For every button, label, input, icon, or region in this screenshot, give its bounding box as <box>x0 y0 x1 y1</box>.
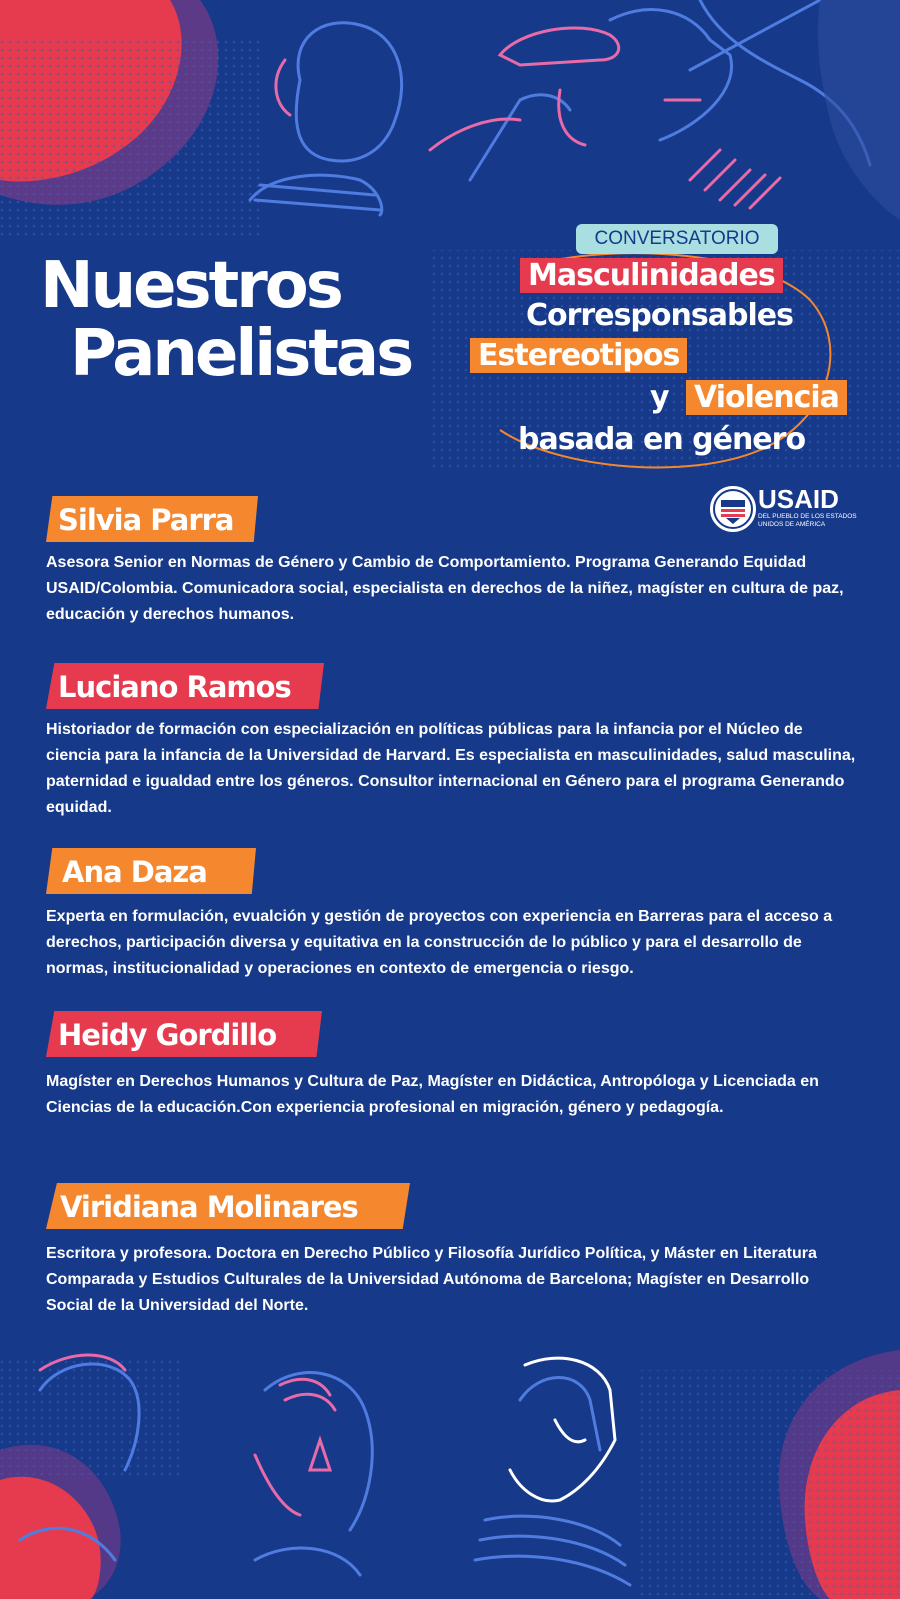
panelist-name: Silvia Parra <box>58 503 234 537</box>
usaid-subtitle <box>758 513 868 529</box>
panelist-bio: Experta en formulación, evualción y gestión de proyectos con experiencia en Barreras para el acceso a derechos, participación diversa y equitativa en la construcción de lo público y para el desarrollo de normas, institucionalidad y operaciones en contexto de emergencia o riesgo. <box>46 908 833 977</box>
event-line-3 <box>470 336 687 376</box>
usaid-name: USAID <box>758 484 839 514</box>
title-line-1: Nuestros <box>40 249 341 323</box>
panelist-bio: Magíster en Derechos Humanos y Cultura de Paz, Magíster en Didáctica, Antropóloga y Licenciada en Ciencias de la educación.Con experiencia profesional en migración, género y pedagogía. <box>46 1073 819 1116</box>
title-line-2: Panelistas <box>70 317 412 391</box>
panelist-name: Ana Daza <box>62 855 207 889</box>
panelist-bio: Escritora y profesora. Doctora en Derecho Público y Filosofía Jurídico Política, y Máster en Literatura Comparada y Estudios Culturales de la Universidad Autónoma de Barcelona; Magíster en Desarrollo Social de la Universidad del Norte. <box>46 1245 817 1314</box>
event-line-4-text: Violencia <box>686 380 847 415</box>
event-line-5: basada en género <box>518 422 806 457</box>
event-line-1 <box>520 256 783 296</box>
panelist-name: Viridiana Molinares <box>60 1190 358 1224</box>
panelist-name: Heidy Gordillo <box>58 1018 277 1052</box>
panelist-bio: Asesora Senior en Normas de Género y Cambio de Comportamiento. Programa Generando Equidad USAID/Colombia. Comunicadora social, especialista en derechos de la niñez, magíster en cultura de paz, educación y derechos humanos. <box>46 554 844 623</box>
event-line-3-text: Estereotipos <box>470 338 687 373</box>
event-badge: CONVERSATORIO <box>576 224 778 254</box>
panelist-bio: Historiador de formación con especialización en políticas públicas para la infancia por el Núcleo de ciencia para la infancia de la Universidad de Harvard. Es especialista en masculinidades, salud masculina, paternidad e igualdad entre los géneros. Consultor internacional en Género para el programa Generando equidad. <box>46 721 856 816</box>
event-line-2: Corresponsables <box>526 298 793 333</box>
event-line-4-and: y <box>650 380 669 415</box>
usaid-logo <box>710 486 860 532</box>
panelist-name: Luciano Ramos <box>58 670 291 704</box>
usaid-seal-icon <box>710 486 756 532</box>
usaid-subtitle-line-2: UNIDOS DE AMÉRICA <box>758 521 826 528</box>
usaid-subtitle-line-1: DEL PUEBLO DE LOS ESTADOS <box>758 513 857 520</box>
event-line-4 <box>686 378 847 418</box>
event-line-1-text: Masculinidades <box>520 258 783 293</box>
